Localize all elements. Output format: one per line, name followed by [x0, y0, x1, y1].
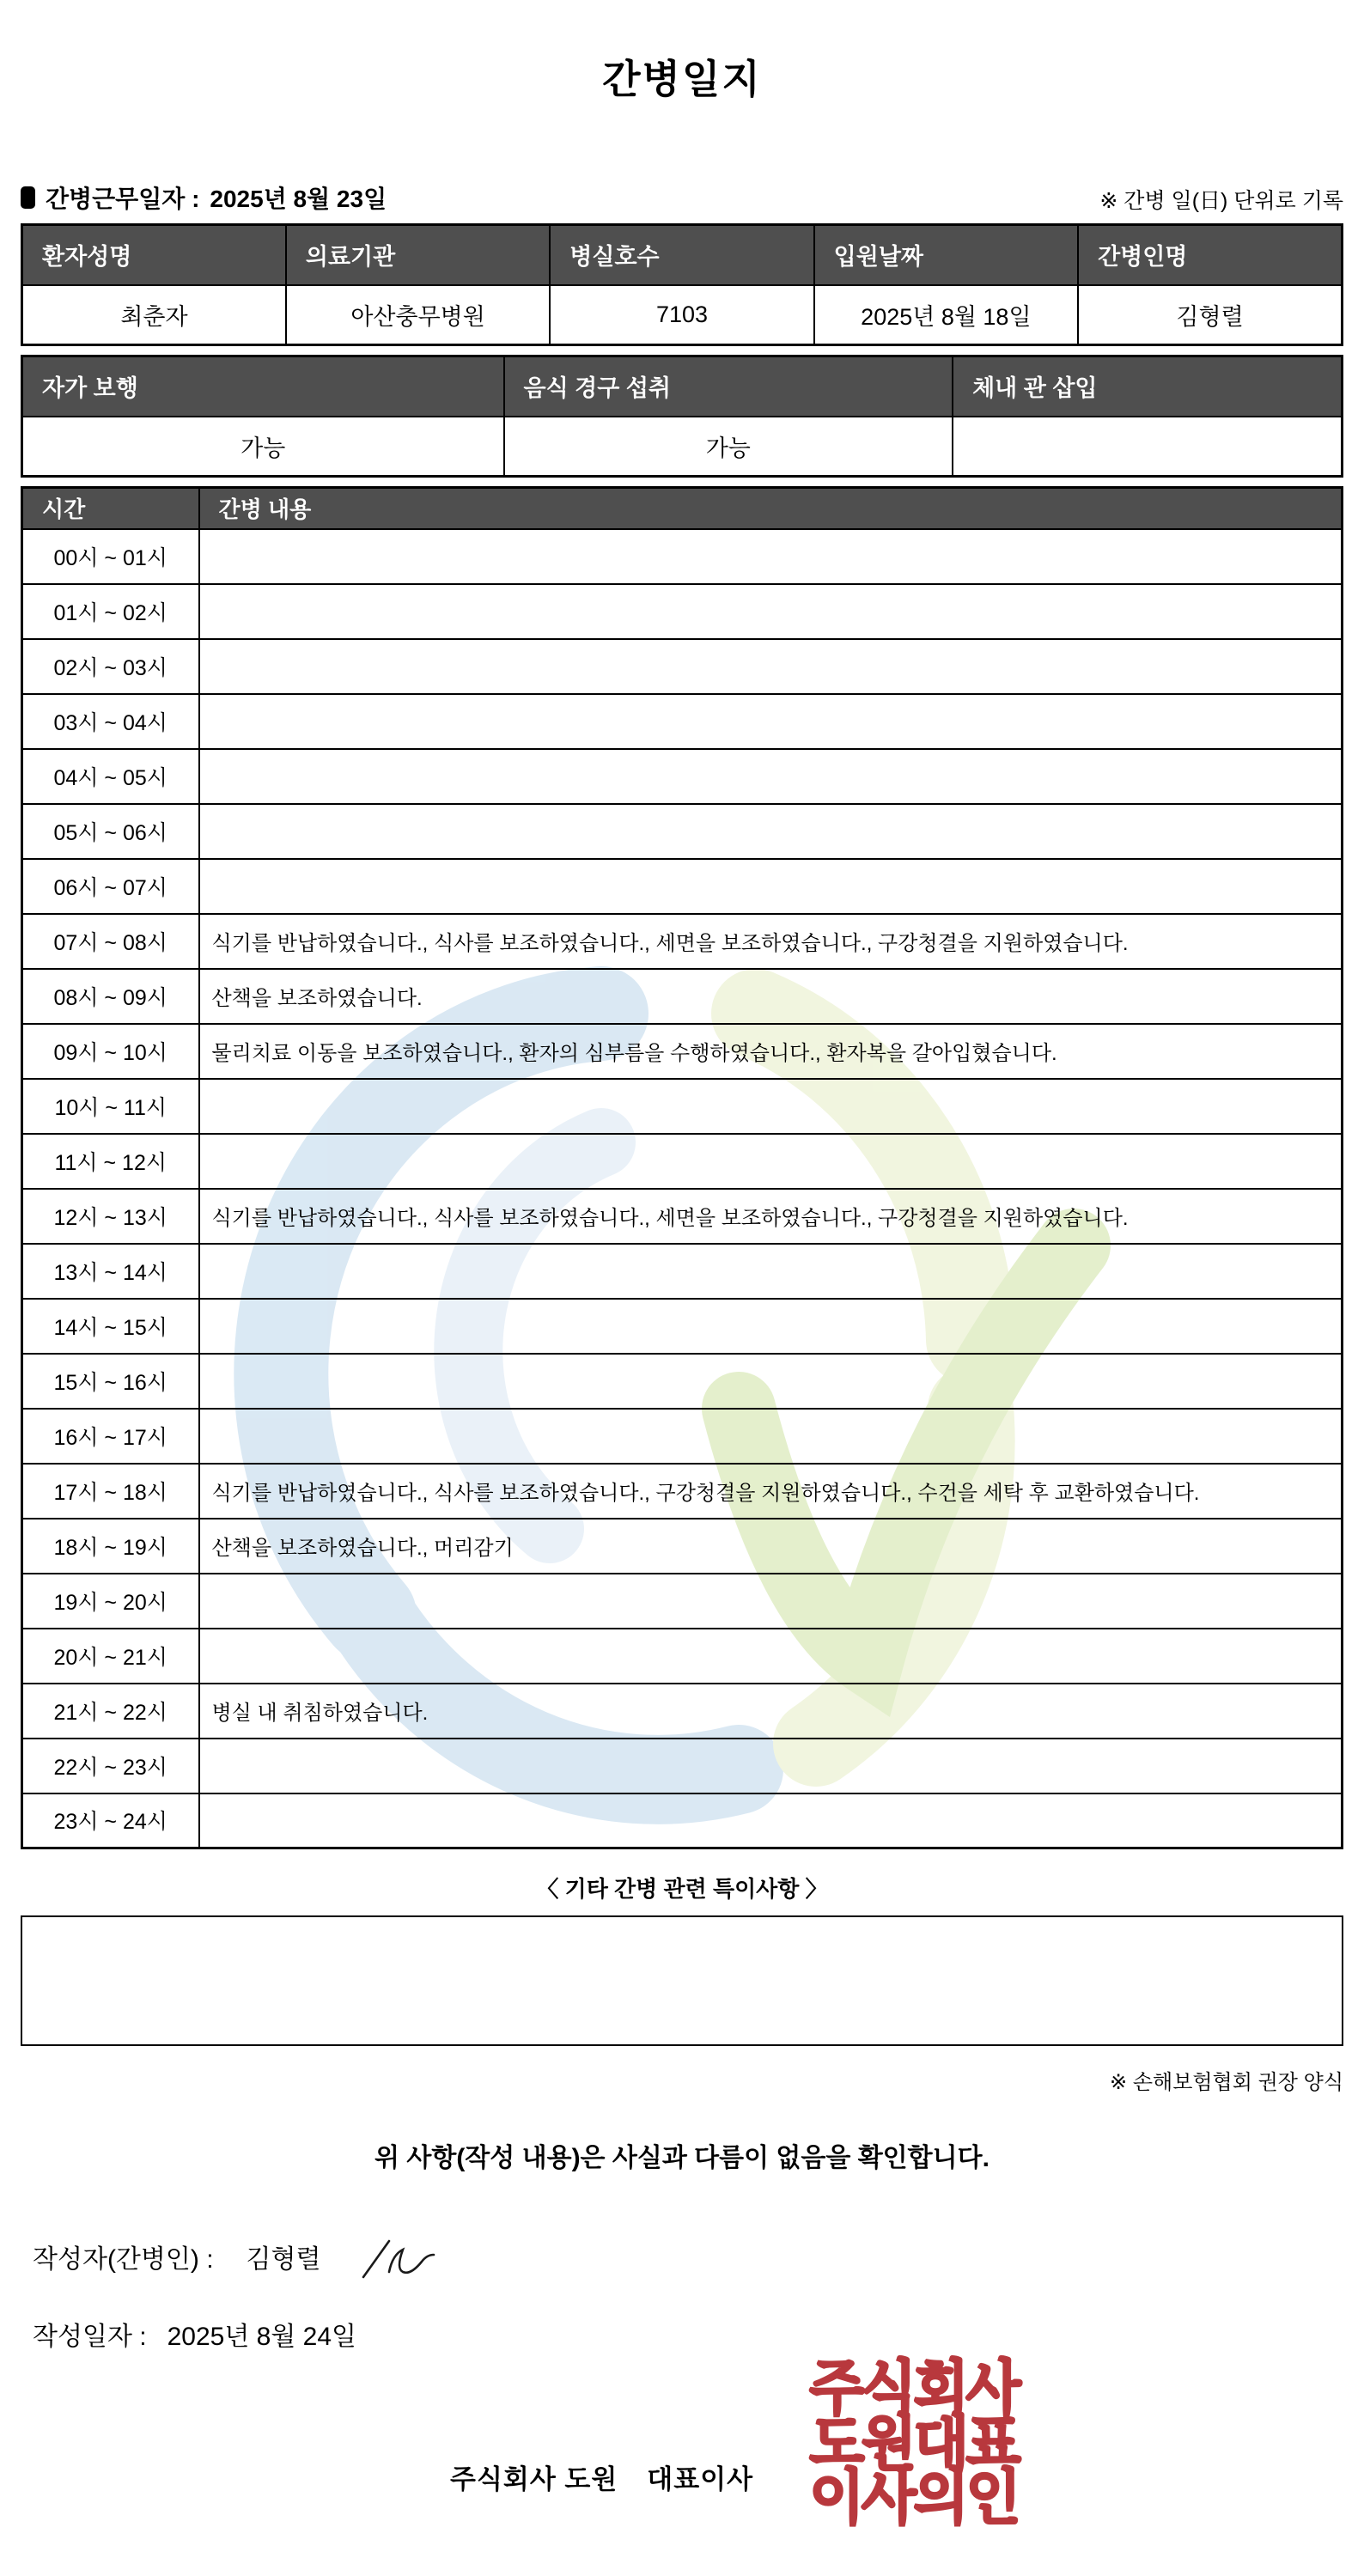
- care-table-row: [22, 1464, 1343, 1519]
- care-row-time: 05시 ~ 06시: [22, 804, 199, 859]
- written-date-label: 작성일자 :: [33, 2323, 147, 2351]
- care-row-time: 12시 ~ 13시: [22, 1189, 199, 1244]
- care-table-row: [22, 1079, 1343, 1134]
- care-row-content: [199, 1739, 1343, 1793]
- care-row-content: [199, 1574, 1343, 1629]
- header-admission-date: 입원날짜: [814, 225, 1078, 285]
- notes-heading: 〈 기타 간병 관련 특이사항 〉: [536, 1876, 828, 1902]
- confirmation-statement: 위 사항(작성 내용)은 사실과 다름이 없음을 확인합니다.: [374, 2144, 990, 2172]
- care-row-time: 11시 ~ 12시: [22, 1134, 199, 1189]
- value-room-number: 7103: [550, 285, 813, 345]
- care-row-content: [199, 1299, 1343, 1354]
- care-row-content: 병실 내 취침하였습니다.: [199, 1684, 1343, 1739]
- care-table-row: [22, 584, 1343, 639]
- care-row-time: 10시 ~ 11시: [22, 1079, 199, 1134]
- seal-line-2: 도원대표: [809, 2410, 1019, 2477]
- corporate-seal-icon: [798, 2356, 1030, 2532]
- notes-box: [21, 1915, 1343, 2046]
- care-row-content: 식기를 반납하였습니다., 식사를 보조하였습니다., 세면을 보조하였습니다., 구강청결을 지원하였습니다.: [199, 914, 1343, 969]
- care-table-row: [22, 1134, 1343, 1189]
- care-row-content: 식기를 반납하였습니다., 식사를 보조하였습니다., 구강청결을 지원하였습니다., 수건을 세탁 후 교환하였습니다.: [199, 1464, 1343, 1519]
- care-row-time: 13시 ~ 14시: [22, 1244, 199, 1299]
- care-table-row: [22, 1354, 1343, 1409]
- value-oral-intake: 가능: [504, 417, 953, 477]
- care-row-time: 19시 ~ 20시: [22, 1574, 199, 1629]
- care-row-time: 07시 ~ 08시: [22, 914, 199, 969]
- care-row-time: 06시 ~ 07시: [22, 859, 199, 914]
- care-row-time: 15시 ~ 16시: [22, 1354, 199, 1409]
- header-tube-insertion: 체내 관 삽입: [953, 356, 1342, 417]
- care-row-content: 식기를 반납하였습니다., 식사를 보조하였습니다., 세면을 보조하였습니다., 구강청결을 지원하였습니다.: [199, 1189, 1343, 1244]
- care-row-content: [199, 1134, 1343, 1189]
- patient-header-row: [22, 225, 1343, 285]
- patient-value-row: [22, 285, 1343, 345]
- value-tube-insertion: [953, 417, 1342, 477]
- care-row-time: 16시 ~ 17시: [22, 1409, 199, 1464]
- care-table-row: [22, 749, 1343, 804]
- unit-note: ※ 간병 일(日) 단위로 기록: [1099, 189, 1343, 213]
- care-row-content: [199, 1793, 1343, 1848]
- care-row-time: 09시 ~ 10시: [22, 1024, 199, 1079]
- care-row-time: 21시 ~ 22시: [22, 1684, 199, 1739]
- status-value-row: [22, 417, 1343, 477]
- care-row-time: 02시 ~ 03시: [22, 639, 199, 694]
- header-hospital: 의료기관: [286, 225, 550, 285]
- care-row-content: [199, 859, 1343, 914]
- company-name: 주식회사 도원: [450, 2464, 618, 2494]
- care-row-time: 00시 ~ 01시: [22, 529, 199, 584]
- care-row-content: [199, 639, 1343, 694]
- header-oral-intake: 음식 경구 섭취: [504, 356, 953, 417]
- writer-name: 김형렬: [246, 2245, 321, 2274]
- value-admission-date: 2025년 8월 18일: [814, 285, 1078, 345]
- care-table-row: [22, 1409, 1343, 1464]
- ceo-title: 대표이사: [647, 2464, 754, 2494]
- company-line: [450, 2457, 753, 2496]
- care-row-content: 산책을 보조하였습니다., 머리감기: [199, 1519, 1343, 1574]
- care-log-table: [21, 486, 1343, 1849]
- header-caregiver-name: 간병인명: [1078, 225, 1342, 285]
- care-row-time: 20시 ~ 21시: [22, 1629, 199, 1684]
- care-row-content: [199, 584, 1343, 639]
- care-row-time: 23시 ~ 24시: [22, 1793, 199, 1848]
- care-row-time: 22시 ~ 23시: [22, 1739, 199, 1793]
- seal-line-1: 주식회사: [809, 2356, 1019, 2422]
- care-table-row: [22, 694, 1343, 749]
- care-row-content: 산책을 보조하였습니다.: [199, 969, 1343, 1024]
- signature-icon: [351, 2232, 454, 2286]
- seal-line-3: 이사의인: [809, 2465, 1019, 2532]
- care-row-time: 18시 ~ 19시: [22, 1519, 199, 1574]
- care-table-row: [22, 1793, 1343, 1848]
- care-table-body: [22, 529, 1343, 1848]
- care-row-content: [199, 1244, 1343, 1299]
- care-row-time: 14시 ~ 15시: [22, 1299, 199, 1354]
- value-self-walking: 가능: [22, 417, 504, 477]
- patient-info-table: [21, 223, 1343, 346]
- care-table-row: [22, 529, 1343, 584]
- care-table-row: [22, 1629, 1343, 1684]
- header-time: 시간: [22, 488, 199, 529]
- header-patient-name: 환자성명: [22, 225, 286, 285]
- work-date-line: [21, 180, 387, 215]
- care-table-row: [22, 859, 1343, 914]
- care-row-time: 04시 ~ 05시: [22, 749, 199, 804]
- bullet-square-icon: [21, 186, 35, 209]
- care-row-content: [199, 529, 1343, 584]
- care-table-row: [22, 1244, 1343, 1299]
- care-table-row: [22, 1299, 1343, 1354]
- care-row-content: [199, 1629, 1343, 1684]
- care-table-row: [22, 1519, 1343, 1574]
- header-care-content: 간병 내용: [199, 488, 1343, 529]
- header-room-number: 병실호수: [550, 225, 813, 285]
- company-area: [21, 2356, 1343, 2576]
- recommend-note: ※ 손해보험협회 권장 양식: [1110, 2071, 1343, 2094]
- patient-status-table: [21, 355, 1343, 478]
- written-date-value: 2025년 8월 24일: [167, 2323, 356, 2351]
- care-row-content: [199, 749, 1343, 804]
- care-row-content: 물리치료 이동을 보조하였습니다., 환자의 심부름을 수행하였습니다., 환자복을 갈아입혔습니다.: [199, 1024, 1343, 1079]
- care-table-row: [22, 969, 1343, 1024]
- care-row-time: 08시 ~ 09시: [22, 969, 199, 1024]
- care-table-row: [22, 914, 1343, 969]
- care-table-row: [22, 1574, 1343, 1629]
- work-date-label: 간병근무일자 :: [46, 186, 200, 212]
- care-row-time: 01시 ~ 02시: [22, 584, 199, 639]
- page-title: 간병일지: [602, 57, 762, 101]
- care-row-content: [199, 804, 1343, 859]
- value-hospital: 아산충무병원: [286, 285, 550, 345]
- care-table-row: [22, 1024, 1343, 1079]
- written-date-line: [33, 2315, 1343, 2353]
- care-row-content: [199, 1079, 1343, 1134]
- care-row-time: 03시 ~ 04시: [22, 694, 199, 749]
- header-self-walking: 자가 보행: [22, 356, 504, 417]
- work-date-value: 2025년 8월 23일: [210, 186, 387, 212]
- care-row-content: [199, 1409, 1343, 1464]
- care-table-row: [22, 1189, 1343, 1244]
- writer-line: [33, 2227, 1343, 2286]
- care-table-row: [22, 1684, 1343, 1739]
- value-caregiver-name: 김형렬: [1078, 285, 1342, 345]
- care-table-row: [22, 804, 1343, 859]
- care-header-row: [22, 488, 1343, 529]
- care-row-content: [199, 694, 1343, 749]
- status-header-row: [22, 356, 1343, 417]
- care-table-row: [22, 1739, 1343, 1793]
- care-row-time: 17시 ~ 18시: [22, 1464, 199, 1519]
- care-table-row: [22, 639, 1343, 694]
- writer-label: 작성자(간병인) :: [33, 2245, 214, 2274]
- value-patient-name: 최춘자: [22, 285, 286, 345]
- care-row-content: [199, 1354, 1343, 1409]
- meta-row: [21, 180, 1343, 215]
